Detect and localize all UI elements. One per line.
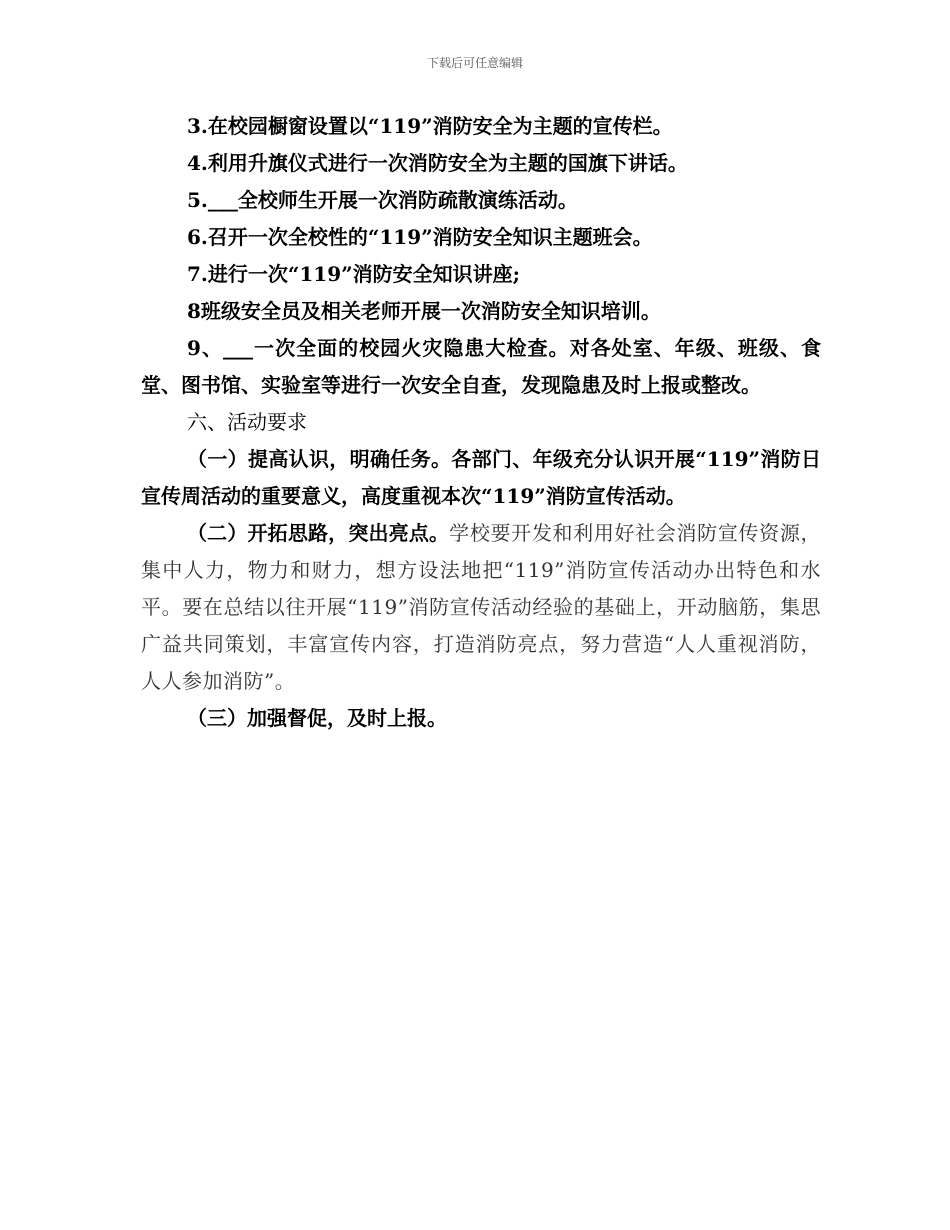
list-item-9: 9、___一次全面的校园火灾隐患大检查。对各处室、年级、班级、食堂、图书馆、实验室等进行一次安全自查，发现隐患及时上报或整改。 — [141, 336, 821, 397]
list-item-6: 6.召开一次全校性的“119”消防安全知识主题班会。 — [187, 225, 653, 249]
section-title-requirements: 六、活动要求 — [187, 410, 307, 434]
document-body — [141, 108, 821, 737]
requirement-2-body: 学校要开发和利用好社会消防宣传资源，集中人力，物力和财力，想方设法地把“119”消防宣传活动办出特色和水平。要在总结以往开展“119”消防宣传活动经验的基础上，开动脑筋，集思广益共同策划，丰富宣传内容，打造消防亮点，努力营造“人人重视消防，人人参加消防”。 — [141, 521, 822, 693]
page-header: 下载后可任意编辑 — [426, 56, 523, 70]
list-item-3: 3.在校园橱窗设置以“119”消防安全为主题的宣传栏。 — [187, 114, 673, 138]
requirement-1: （一）提高认识，明确任务。各部门、年级充分认识开展“119”消防日宣传周活动的重要意义，高度重视本次“119”消防宣传活动。 — [141, 447, 821, 508]
list-item-4: 4.利用升旗仪式进行一次消防安全为主题的国旗下讲话。 — [187, 151, 688, 175]
requirement-2 — [141, 515, 821, 700]
requirement-3: （三）加强督促，及时上报。 — [187, 706, 447, 730]
list-item-5: 5.___全校师生开展一次消防疏散演练活动。 — [187, 188, 578, 212]
list-item-7: 7.进行一次“119”消防安全知识讲座; — [187, 262, 521, 286]
requirement-2-title: （二）开拓思路，突出亮点。 — [187, 521, 450, 545]
list-item-8: 8班级安全员及相关老师开展一次消防安全知识培训。 — [187, 299, 661, 323]
